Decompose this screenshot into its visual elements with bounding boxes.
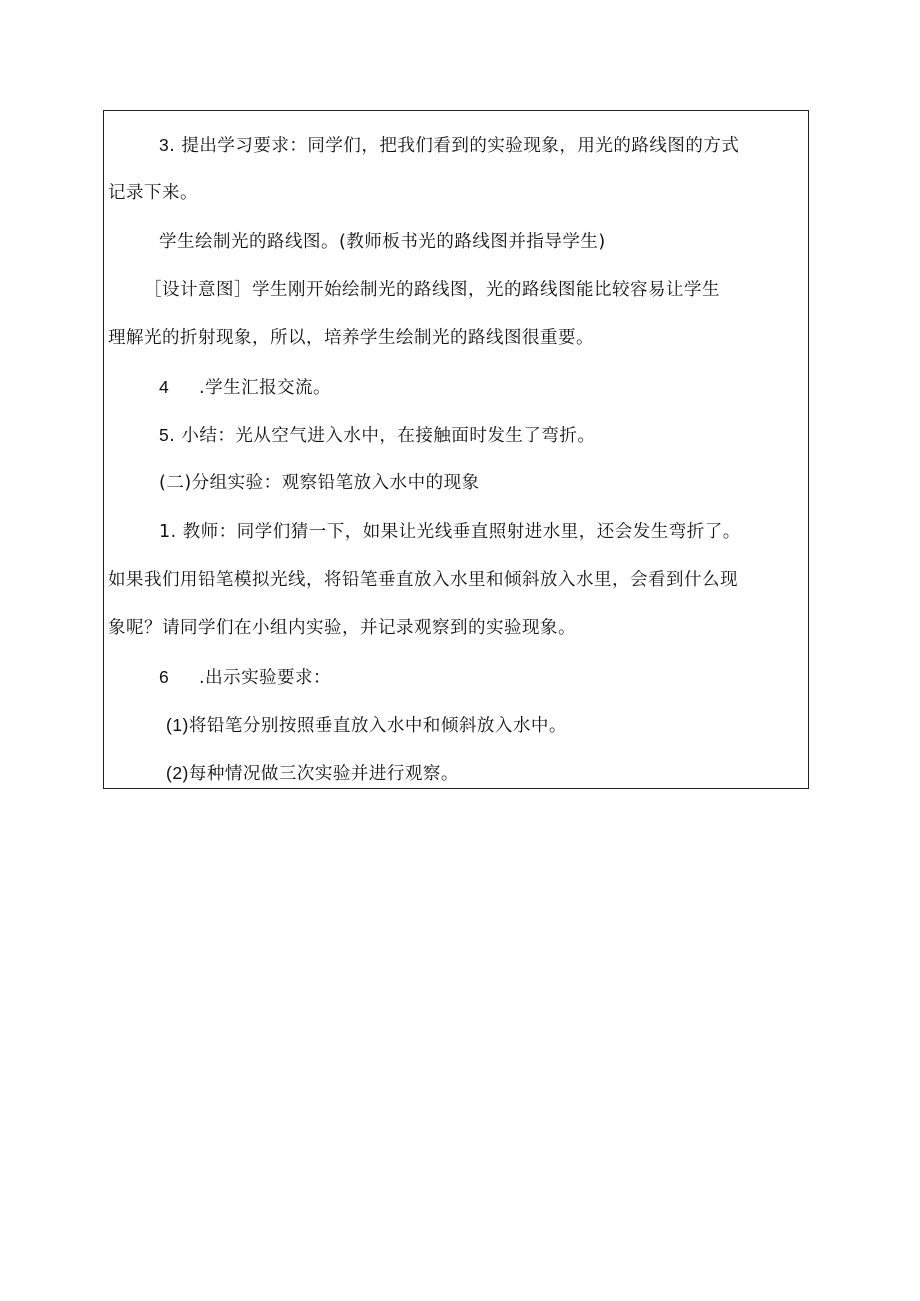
item-5-number: 5 [159, 425, 170, 445]
requirement-1-number: (1) [166, 715, 189, 735]
design-intent-line-2: 理解光的折射现象，所以，培养学生绘制光的路线图很重要。 [108, 328, 594, 348]
section-2-title: (二)分组实验：观察铅笔放入水中的现象 [159, 473, 480, 493]
item-6-text: .出示实验要求： [199, 668, 332, 688]
teacher-line-3: 象呢？请同学们在小组内实验，并记录观察到的实验现象。 [108, 618, 576, 638]
item-4 [159, 376, 331, 399]
item-4-text: .学生汇报交流。 [199, 378, 332, 398]
item-3-text: . 提出学习要求：同学们，把我们看到的实验现象，用光的路线图的方式 [169, 136, 740, 156]
item-5-text: . 小结：光从空气进入水中，在接触面时发生了弯折。 [169, 426, 596, 446]
requirement-2-number: (2) [166, 763, 189, 783]
item-4-number: 4 [159, 377, 170, 397]
draw-instruction: 学生绘制光的路线图。(教师板书光的路线图并指导学生) [159, 232, 606, 252]
teacher-line-1: 1. 教师：同学们猜一下，如果让光线垂直照射进水里，还会发生弯折了。 [159, 522, 741, 542]
requirement-1-text: 将铅笔分别按照垂直放入水中和倾斜放入水中。 [188, 716, 567, 736]
item-3-line-1 [159, 134, 739, 157]
lesson-content-box [103, 110, 809, 789]
item-6-number: 6 [159, 667, 170, 687]
item-6 [159, 666, 331, 689]
design-intent-line-1: ［设计意图］学生刚开始绘制光的路线图，光的路线图能比较容易让学生 [144, 280, 720, 300]
requirement-2-text: 每种情况做三次实验并进行观察。 [188, 764, 459, 784]
item-3-number: 3 [159, 135, 170, 155]
requirement-1 [166, 714, 567, 737]
item-5 [159, 424, 595, 447]
item-3-line-2: 记录下来。 [108, 183, 198, 203]
teacher-line-2: 如果我们用铅笔模拟光线，将铅笔垂直放入水里和倾斜放入水里，会看到什么现 [108, 570, 738, 590]
requirement-2 [166, 762, 459, 785]
